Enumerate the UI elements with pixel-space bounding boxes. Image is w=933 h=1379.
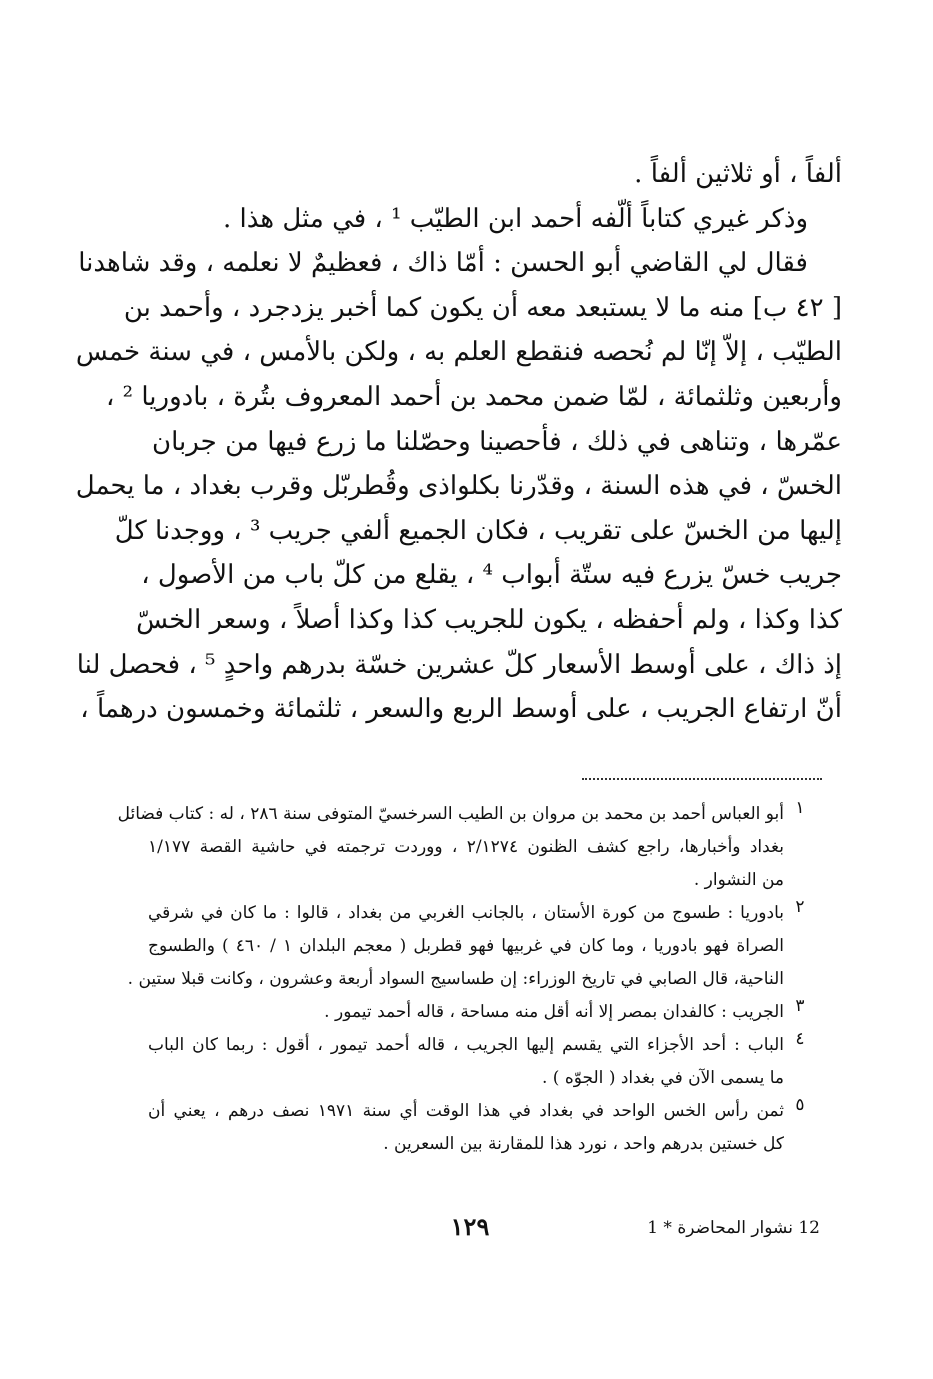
main-text-line: فقال لي القاضي أبو الحسن : أمّا ذاك ، فعظيمٌ لا نعلمه ، وقد شاهدنا — [78, 248, 808, 279]
page-number: ١٢٩ — [450, 1212, 490, 1241]
main-text-line: الطيّب ، إلاّ إنّا لم نُحصه فنقطع العلم به ، ولكن بالأمس ، في سنة خمس — [75, 337, 842, 368]
main-text-line: إذ ذاك ، على أوسط الأسعار كلّ عشرين خسّة بدرهم واحدٍ ⁵ ، فحصل لنا — [76, 649, 842, 680]
footnote-2 — [127, 897, 812, 996]
footnote-line: بغداد وأخبارها، راجع كشف الظنون ٢/١٢٧٤ ، ووردت ترجمته في حاشية القصة ١/١٧٧ — [148, 837, 784, 857]
footnote-line: ما يسمى الآن في بغداد ( الجوّه ) . — [542, 1068, 784, 1088]
footnote-4 — [148, 1029, 812, 1095]
footnote-number: ٢ — [795, 897, 805, 917]
footnote-5 — [148, 1095, 812, 1161]
footnote-1 — [117, 798, 812, 897]
main-text-line: عمّرها ، وتناهى في ذلك ، فأحصينا وحصّلنا ما زرع فيها من جربان — [152, 426, 842, 457]
footnote-line: الصراة فهو بادوريا ، وما كان في غربيها فهو قطربل ( معجم البلدان ١ / ٤٦٠ ) والطسوج — [148, 936, 784, 956]
footnote-number: ١ — [795, 798, 805, 818]
footnote-line: الناحية، قال الصابي في تاريخ الوزراء: إن طساسيج السواد أربعة وعشرون ، وكانت قبلا ستين . — [127, 969, 784, 989]
main-text-line: وأربعين وثلثمائة ، لمّا ضمن محمد بن أحمد المعروف بتُرة ، بادوريا ² ، — [106, 381, 842, 412]
footnote-line: بادوريا : طسوج من كورة الأستان ، بالجانب الغربي من بغداد ، قالوا : ما كان في شرقي — [148, 903, 784, 923]
main-text-body — [75, 152, 842, 732]
footnote-3 — [148, 996, 812, 1029]
footnote-line: كل خستين بدرهم واحد ، نورد هذا للمقارنة بين السعرين . — [383, 1134, 784, 1154]
main-text-line: ألفاً ، أو ثلاثين ألفاً . — [634, 159, 842, 189]
footnote-line: الجريب : كالفدان بمصر إلا أنه أقل منه مساحة ، قاله أحمد تيمور . — [324, 1002, 784, 1022]
footnote-line: من النشوار . — [693, 870, 784, 890]
footnote-line: الباب : أحد الأجزاء التي يقسم إليها الجريب ، قاله أحمد تيمور ، أقول : ربما كان الباب — [148, 1035, 784, 1055]
main-text-line: [ ٤٢ ب] منه ما لا يستبعد معه أن يكون كما أخبر يزدجرد ، وأحمد بن — [123, 292, 842, 323]
footnote-line: أبو العباس أحمد بن محمد بن مروان بن الطيب السرخسيّ المتوفى سنة ٢٨٦ ، له : كتاب فضائل — [117, 804, 784, 824]
footnote-number: ٥ — [795, 1095, 805, 1115]
footnote-separator — [582, 778, 822, 780]
main-text-line: كذا وكذا ، ولم أحفظه ، يكون للجريب كذا وكذا أصلاً ، وسعر الخسّ — [136, 604, 842, 635]
main-text-line: وذكر غيري كتاباً ألّفه أحمد ابن الطيّب ¹ ، في مثل هذا . — [222, 203, 808, 234]
main-text-line: إليها من الخسّ على تقريب ، فكان الجميع ألفي جريب ³ ، ووجدنا كلّ — [114, 515, 842, 546]
main-text-line: أنّ ارتفاع الجريب ، على أوسط الربع والسعر ، ثلثمائة وخمسون درهماً ، — [80, 694, 842, 725]
footnote-number: ٣ — [795, 996, 805, 1016]
footnotes — [117, 798, 812, 1161]
printer-signature: 12 نشوار المحاضرة * 1 — [647, 1218, 820, 1238]
footnote-line: ثمن رأس الخس الواحد في بغداد في هذا الوقت أي سنة ١٩٧١ نصف درهم ، يعني أن — [148, 1101, 784, 1121]
footnote-number: ٤ — [795, 1029, 805, 1049]
main-text-line: جريب خسّ يزرع فيه ستّة أبواب ⁴ ، يقلع من كلّ باب من الأصول ، — [141, 560, 842, 591]
main-text-line: الخسّ ، في هذه السنة ، وقدّرنا بكلواذى وقُطربّل وقرب بغداد ، ما يحمل — [75, 471, 842, 502]
